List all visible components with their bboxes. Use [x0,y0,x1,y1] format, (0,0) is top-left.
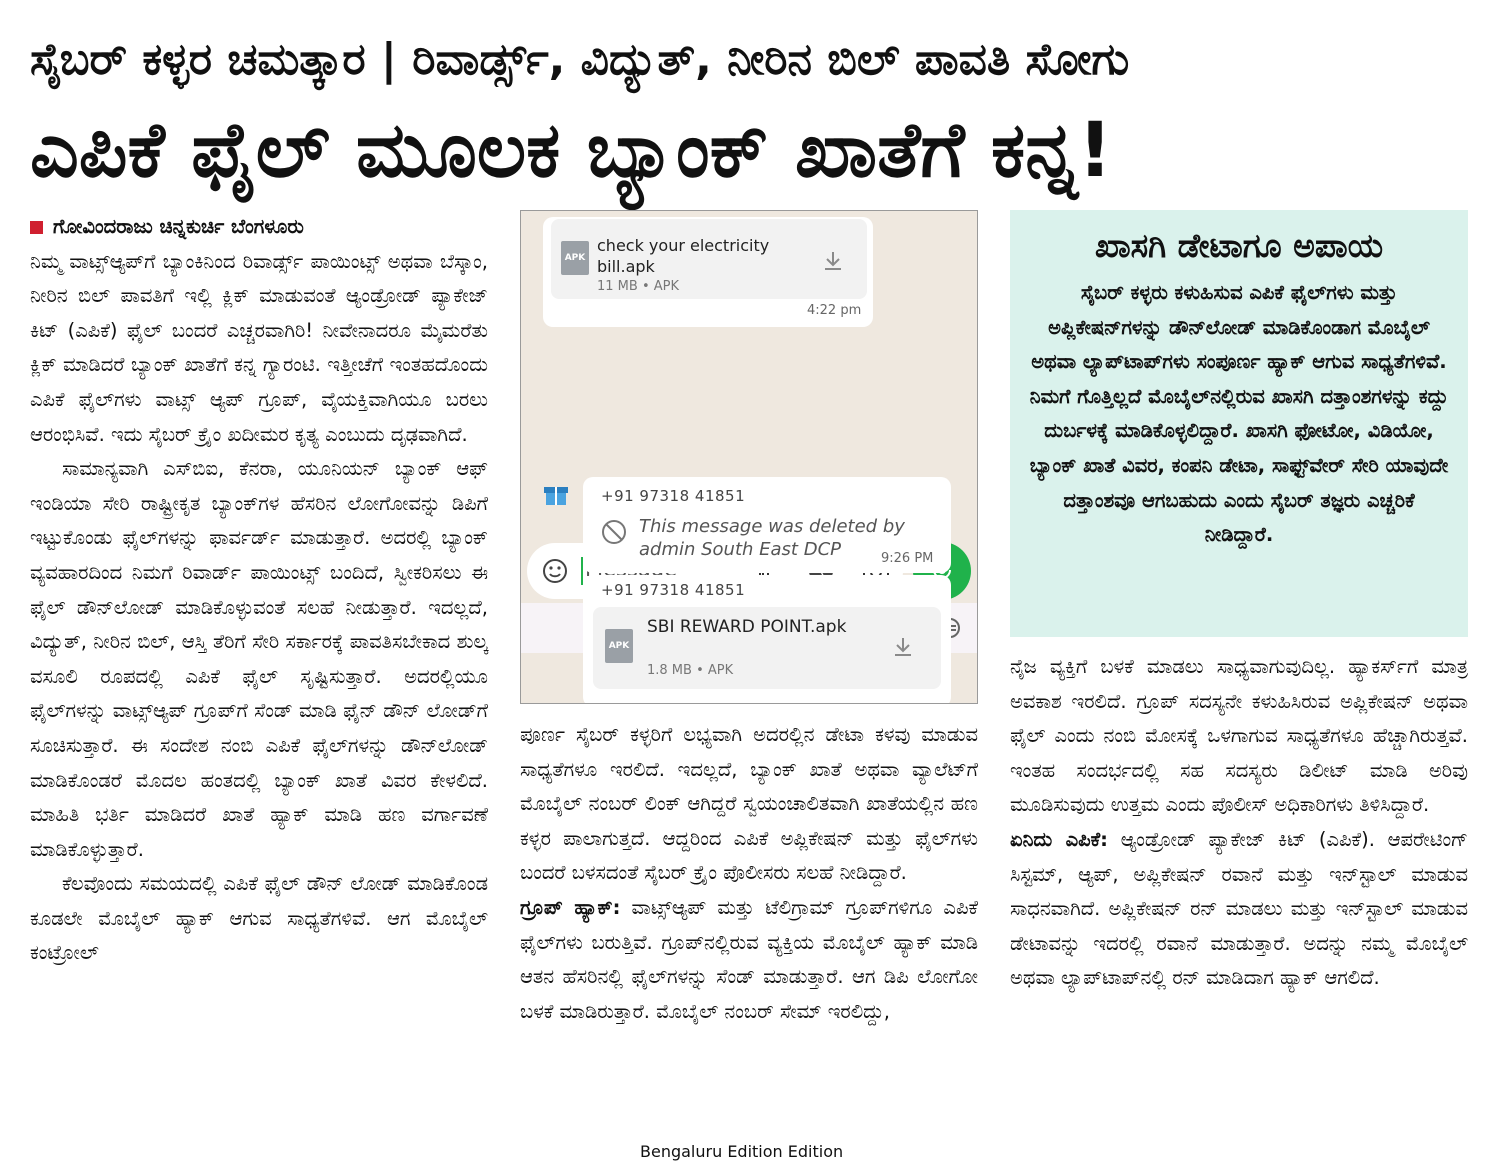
paragraph: ಪೂರ್ಣ ಸೈಬರ್ ಕಳ್ಳರಿಗೆ ಲಭ್ಯವಾಗಿ ಅದರಲ್ಲಿನ ಡೇಟಾ ಕಳವು ಮಾಡುವ ಸಾಧ್ಯತೆಗಳೂ ಇರಲಿದೆ. ಇದಲ್ಲದೆ, ಬ್ಯಾಂಕ್ ಖಾತೆ ಅಥವಾ ವ್ಯಾಲೆಟ್‌ಗೆ ಮೊಬೈಲ್ ನಂಬರ್ ಲಿಂಕ್ ಆಗಿದ್ದರೆ ಸ್ವಯಂಚಾಲಿತವಾಗಿ ಖಾತೆಯಲ್ಲಿನ ಹಣ ಕಳ್ಳರ ಪಾಲಾಗುತ್ತದೆ. ಆದ್ದರಿಂದ ಎಪಿಕೆ ಅಪ್ಲಿಕೇಷನ್ ಮತ್ತು ಫೈಲ್‌ಗಳು ಬಂದರೆ ಬಳಸದಂತೆ ಸೈಬರ್ ಕ್ರೈಂ ಪೊಲೀಸರು ಸಲಹೆ ನೀಡಿದ್ದಾರೆ. [520,723,978,885]
subhead-what-is-apk: ಏನಿದು ಎಪಿಕೆ: [1010,827,1108,851]
paragraph [520,891,978,1029]
deleted-message-text: This message was deleted by admin South East DCP [639,516,905,560]
sender-number: +91 97318 41851 [601,487,746,505]
paragraph [1010,823,1468,996]
deleted-message-bubble [583,477,951,573]
apk-file-icon: APK [605,629,633,663]
file-name: check your electricity bill.apk [597,236,770,276]
file-card[interactable] [593,607,941,689]
file-name: SBI REWARD POINT.apk [647,617,847,637]
paragraph-text: ವಾಟ್ಸ್ಆ್ಯಪ್ ಮತ್ತು ಟೆಲಿಗ್ರಾಮ್ ಗ್ರೂಪ್‌ಗಳಿಗೂ ಎಪಿಕೆ ಫೈಲ್‌ಗಳು ಬರುತ್ತಿವೆ. ಗ್ರೂಪ್‌ನಲ್ಲಿರುವ ವ್ಯಕ್ತಿಯ ಮೊಬೈಲ್ ಹ್ಯಾಕ್ ಮಾಡಿ ಆತನ ಹೆಸರಿನಲ್ಲಿ ಫೈಲ್‌ಗಳನ್ನು ಸೆಂಡ್ ಮಾಡುತ್ತಾರೆ. ಆಗ ಡಿಪಿ ಲೋಗೋ ಬಳಕೆ ಮಾಡಿರುತ್ತಾರೆ. ಮೊಬೈಲ್ ನಂಬರ್ ಸೇಮ್ ಇರಲಿದ್ದು, [520,895,978,1023]
message-timestamp: 4:22 pm [807,303,862,318]
deleted-message-time: 9:26 PM [881,551,934,566]
sidebar-box [1010,210,1468,637]
article-column-middle [520,718,978,1029]
gift-avatar-icon [543,481,569,509]
kicker-headline: ಸೈಬರ್ ಕಳ್ಳರ ಚಮತ್ಕಾರ | ರಿವಾರ್ಡ್ಸ್, ವಿದ್ಯುತ್, ನೀರಿನ ಬಿಲ್ ಪಾವತಿ ಸೋಗು [30,34,1130,85]
paragraph: ನಿಮ್ಮ ವಾಟ್ಸ್ಆ್ಯಪ್‌ಗೆ ಬ್ಯಾಂಕಿನಿಂದ ರಿವಾರ್ಡ್ಸ್ ಪಾಯಿಂಟ್ಸ್ ಅಥವಾ ಬೆಸ್ಕಾಂ, ನೀರಿನ ಬಿಲ್ ಪಾವತಿಗೆ ಇಲ್ಲಿ ಕ್ಲಿಕ್ ಮಾಡುವಂತೆ ಆ್ಯಂಡ್ರೋಡ್ ಪ್ಯಾಕೇಜ್ ಕಿಟ್ (ಎಪಿಕೆ) ಫೈಲ್ ಬಂದರೆ ಎಚ್ಚರವಾಗಿರಿ! ನೀವೇನಾದರೂ ಮೈಮರೆತು ಕ್ಲಿಕ್ ಮಾಡಿದರೆ ಬ್ಯಾಂಕ್ ಖಾತೆಗೆ ಕನ್ನ ಗ್ಯಾರಂಟಿ. ಇತ್ತೀಚೆಗೆ ಇಂತಹದೊಂದು ಎಪಿಕೆ ಫೈಲ್‌ಗಳು ವಾಟ್ಸ್ ಆ್ಯಪ್ ಗ್ರೂಪ್, ವೈಯಕ್ತಿವಾಗಿಯೂ ಬರಲು ಆರಂಭಿಸಿವೆ. ಇದು ಸೈಬರ್ ಕ್ರೈಂ ಖದೀಮರ ಕೃತ್ಯ ಎಂಬುದು ದೃಢವಾಗಿದೆ. [30,249,488,446]
byline-marker [30,221,43,234]
whatsapp-screenshot [520,210,978,704]
paragraph: ಸಾಮಾನ್ಯವಾಗಿ ಎಸ್‌ಬಿಐ, ಕೆನರಾ, ಯೂನಿಯನ್ ಬ್ಯಾಂಕ್ ಆಫ್ ಇಂಡಿಯಾ ಸೇರಿ ರಾಷ್ಟ್ರೀಕೃತ ಬ್ಯಾಂಕ್‌ಗಳ ಹೆಸರಿನ ಲೋಗೋವನ್ನು ಡಿಪಿಗೆ ಇಟ್ಟುಕೊಂಡು ಫೈಲ್‌ಗಳನ್ನು ಫಾರ್ವರ್ಡ್ ಮಾಡುತ್ತಾರೆ. ಅದರಲ್ಲಿ ಬ್ಯಾಂಕ್ ವ್ಯವಹಾರದಿಂದ ನಿಮಗೆ ರಿವಾರ್ಡ್ ಪಾಯಿಂಟ್ಸ್ ಬಂದಿದೆ, ಸ್ವೀಕರಿಸಲು ಈ ಫೈಲ್ ಡೌನ್‌ಲೋಡ್ ಮಾಡಿಕೊಳ್ಳುವಂತೆ ಸಲಹೆ ನೀಡುತ್ತಾರೆ. ಇದಲ್ಲದೆ, ವಿದ್ಯುತ್, ನೀರಿನ ಬಿಲ್, ಆಸ್ತಿ ತೆರಿಗೆ ಸೇರಿ ಸರ್ಕಾರಕ್ಕೆ ಪಾವತಿಸಬೇಕಾದ ಶುಲ್ಕ ವಸೂಲಿ ರೂಪದಲ್ಲಿ ಎಪಿಕೆ ಫೈಲ್ ಸೃಷ್ಟಿಸುತ್ತಾರೆ. ಅದರಲ್ಲಿಯೂ ಫೈಲ್‌ಗಳನ್ನು ವಾಟ್ಸ್ಆ್ಯಪ್ ಗ್ರೂಪ್‌ಗೆ ಸೆಂಡ್ ಮಾಡಿ ಫೈನ್ ಡೌನ್ ಲೋಡ್‌ಗೆ ಸೂಚಿಸುತ್ತಾರೆ. ಈ ಸಂದೇಶ ನಂಬಿ ಎಪಿಕೆ ಫೈಲ್‌ಗಳನ್ನು ಡೌನ್‌ಲೋಡ್ ಮಾಡಿಕೊಂಡರೆ ಮೊದಲ ಹಂತದಲ್ಲಿ ಬ್ಯಾಂಕ್ ಖಾತೆ ವಿವರ ಕೇಳಲಿದೆ. ಮಾಹಿತಿ ಭರ್ತಿ ಮಾಡಿದರೆ ಖಾತೆ ಹ್ಯಾಕ್ ಮಾಡಿ ಹಣ ವರ್ಗಾವಣೆ ಮಾಡಿಕೊಳ್ಳುತ್ತಾರೆ. [30,457,488,861]
edition-footer: Bengaluru Edition Edition [640,1142,844,1161]
subhead-group-hack: ಗ್ರೂಪ್ ಹ್ಯಾಕ್: [520,895,621,919]
file-meta: 1.8 MB • APK [647,663,734,678]
sidebar-body: ಸೈಬರ್ ಕಳ್ಳರು ಕಳುಹಿಸುವ ಎಪಿಕೆ ಫೈಲ್‌ಗಳು ಮತ್ತು ಅಪ್ಲಿಕೇಷನ್‌ಗಳನ್ನು ಡೌನ್‌ಲೋಡ್ ಮಾಡಿಕೊಂಡಾಗ ಮೊಬೈಲ್ ಅಥವಾ ಲ್ಯಾಪ್‌ಟಾಪ್‌ಗಳು ಸಂಪೂರ್ಣ ಹ್ಯಾಕ್ ಆಗುವ ಸಾಧ್ಯತೆಗಳಿವೆ. ನಿಮಗೆ ಗೊತ್ತಿಲ್ಲದೆ ಮೊಬೈಲ್‌ನಲ್ಲಿರುವ ಖಾಸಗಿ ದತ್ತಾಂಶಗಳನ್ನು ಕದ್ದು ದುರ್ಬಳಕ್ಕೆ ಮಾಡಿಕೊಳ್ಳಲಿದ್ದಾರೆ. ಖಾಸಗಿ ಫೋಟೋ, ವಿಡಿಯೋ, ಬ್ಯಾಂಕ್ ಖಾತೆ ವಿವರ, ಕಂಪನಿ ಡೇಟಾ, ಸಾಫ್ಟ್‌ವೇರ್ ಸೇರಿ ಯಾವುದೇ ದತ್ತಾಂಶವೂ ಆಗಬಹುದು ಎಂದು ಸೈಬರ್ ತಜ್ಞರು ಎಚ್ಚರಿಕೆ ನೀಡಿದ್ದಾರೆ. [1029,281,1449,547]
deleted-icon [601,519,627,545]
article-column-right [1010,650,1468,996]
paragraph-text: ಆ್ಯಂಡ್ರೋಡ್ ಪ್ಯಾಕೇಜ್ ಕಿಟ್ (ಎಪಿಕೆ). ಆಪರೇಟಿಂಗ್ ಸಿಸ್ಟಮ್, ಆ್ಯಪ್, ಅಪ್ಲಿಕೇಷನ್ ರವಾನೆ ಮತ್ತು ಇನ್‌ಸ್ಟಾಲ್ ಮಾಡುವ ಸಾಧನವಾಗಿದೆ. ಅಪ್ಲಿಕೇಷನ್ ರನ್ ಮಾಡಲು ಮತ್ತು ಇನ್‌ಸ್ಟಾಲ್ ಮಾಡುವ ಡೇಟಾವನ್ನು ಇದರಲ್ಲಿ ರವಾನೆ ಮಾಡುತ್ತಾರೆ. ಅದನ್ನು ನಮ್ಮ ಮೊಬೈಲ್ ಅಥವಾ ಲ್ಯಾಪ್‌ಟಾಪ್‌ನಲ್ಲಿ ರನ್ ಮಾಡಿದಾಗ ಹ್ಯಾಕ್ ಆಗಲಿದೆ. [1010,827,1468,990]
masthead-strip [0,0,1502,10]
sidebar-title: ಖಾಸಗಿ ಡೇಟಾಗೂ ಅಪಾಯ [1094,226,1384,265]
file-message-bubble [583,575,951,704]
paragraph: ಕೆಲವೊಂದು ಸಮಯದಲ್ಲಿ ಎಪಿಕೆ ಫೈಲ್ ಡೌನ್ ಲೋಡ್ ಮಾಡಿಕೊಂಡ ಕೂಡಲೇ ಮೊಬೈಲ್ ಹ್ಯಾಕ್ ಆಗುವ ಸಾಧ್ಯತೆಗಳಿವೆ. ಆಗ ಮೊಬೈಲ್ ಕಂಟ್ರೋಲ್ [30,872,488,965]
sender-number: +91 97318 41851 [601,581,746,599]
download-icon[interactable] [821,249,845,273]
download-icon[interactable] [891,635,915,659]
byline-text: ಗೋವಿಂದರಾಜು ಚಿನ್ನಕುರ್ಚಿ ಬೆಂಗಳೂರು [53,215,304,238]
paragraph: ನೈಜ ವ್ಯಕ್ತಿಗೆ ಬಳಕೆ ಮಾಡಲು ಸಾಧ್ಯವಾಗುವುದಿಲ್ಲ. ಹ್ಯಾಕರ್ಸ್‌ಗೆ ಮಾತ್ರ ಅವಕಾಶ ಇರಲಿದೆ. ಗ್ರೂಪ್ ಸದಸ್ಯನೇ ಕಳುಹಿಸಿರುವ ಅಪ್ಲಿಕೇಷನ್ ಅಥವಾ ಫೈಲ್ ಎಂದು ನಂಬಿ ಮೋಸಕ್ಕೆ ಒಳಗಾಗುವ ಸಾಧ್ಯತೆಗಳೂ ಹೆಚ್ಚಾಗಿರುತ್ತವೆ. ಇಂತಹ ಸಂದರ್ಭದಲ್ಲಿ ಸಹ ಸದಸ್ಯರು ಡಿಲೀಟ್ ಮಾಡಿ ಅರಿವು ಮೂಡಿಸುವುದು ಉತ್ತಮ ಎಂದು ಪೊಲೀಸ್ ಅಧಿಕಾರಿಗಳು ತಿಳಿಸಿದ್ದಾರೆ. [1010,655,1468,817]
file-meta: 11 MB • APK [597,279,679,294]
apk-file-icon: APK [561,241,589,275]
emoji-icon[interactable] [541,557,569,585]
article-column-left [30,210,488,971]
byline [30,210,488,245]
file-card[interactable] [551,219,867,299]
main-headline: ಎಪಿಕೆ ಫೈಲ್ ಮೂಲಕ ಬ್ಯಾಂಕ್ ಖಾತೆಗೆ ಕನ್ನ! [30,105,1113,194]
